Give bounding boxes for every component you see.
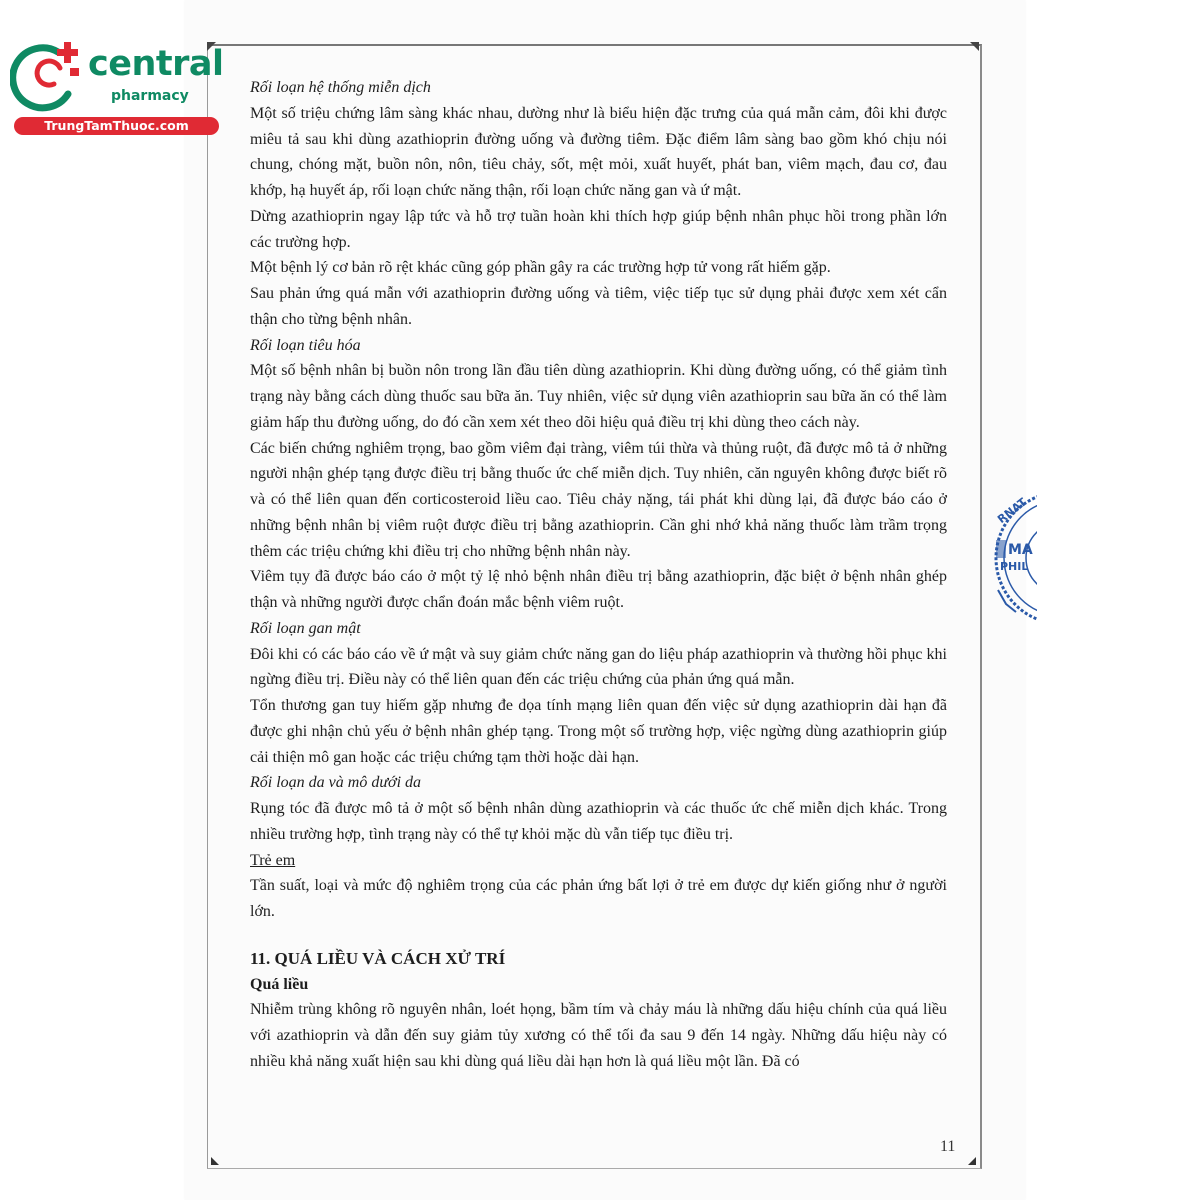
central-pharmacy-logo[interactable] [10,38,224,138]
corner-mark [970,42,979,51]
pharmacy-cross-icon [10,38,90,116]
paragraph: Một số triệu chứng lâm sàng khác nhau, dường như là biểu hiện đặc trưng của quá mẫn cảm, đôi khi được miêu tả sau khi dùng azathioprin đường uống và đường tiêm. Đặc điểm lâm sàng bao gồm khó chịu nói chung, chóng mặt, buồn nôn, nôn, tiêu chảy, sốt, mệt mỏi, xuất huyết, phát ban, viêm mạch, đau cơ, đau khớp, hạ huyết áp, rối loạn chức năng thận, rối loạn chức năng gan và ứ mật. [250,104,947,199]
subheading: Rối loạn gan mật [250,619,361,637]
paragraph: Tần suất, loại và mức độ nghiêm trọng của các phản ứng bất lợi ở trẻ em được dự kiến giống như ở người lớn. [250,877,947,920]
paragraph: Tổn thương gan tuy hiếm gặp nhưng đe dọa tính mạng liên quan đến việc sử dụng azathioprin dài hạn đã được ghi nhận chủ yếu ở bệnh nhân ghép tạng. Trong một số trường hợp, việc ngừng dùng azathioprin giúp cải thiện mô gan hoặc các triệu chứng tạm thời hoặc dài hạn. [250,697,947,766]
paragraph: Viêm tụy đã được báo cáo ở một tỷ lệ nhỏ bệnh nhân điều trị bằng azathioprin, đặc biệt ở bệnh nhân ghép thận và những người được chẩn đoán mắc bệnh viêm ruột. [250,568,947,611]
subheading-underlined: Trẻ em [250,851,296,869]
paragraph: Các biến chứng nghiêm trọng, bao gồm viêm đại tràng, viêm túi thừa và thủng ruột, đã được mô tả ở những người nhận ghép tạng được điều trị bằng thuốc ức chế miễn dịch. Tuy nhiên, căn nguyên không được biết rõ và có thể liên quan đến corticosteroid liều cao. Tiêu chảy nặng, tái phát khi dùng lại, đã được báo cáo ở những bệnh nhân bị viêm ruột được điều trị bằng azathioprin. Cần ghi nhớ khả năng thuốc làm trầm trọng thêm các triệu chứng khi điều trị cho những bệnh nhân này. [250,439,947,560]
page-number: 11 [940,1138,956,1155]
document-content [250,75,947,1075]
bold-subheading: Quá liều [250,975,309,993]
paragraph: Một bệnh lý cơ bản rõ rệt khác cũng góp phần gây ra các trường hợp tử vong rất hiếm gặp. [250,259,831,277]
stamp-seal [992,488,1037,628]
section-heading: 11. QUÁ LIỀU VÀ CÁCH XỬ TRÍ [250,948,506,968]
subheading: Rối loạn tiêu hóa [250,336,361,354]
paragraph: Rụng tóc đã được mô tả ở một số bệnh nhân dùng azathioprin và các thuốc ức chế miễn dịch khác. Trong nhiều trường hợp, tình trạng này có thể tự khỏi mặc dù vẫn tiếp tục điều trị. [250,800,947,843]
paragraph: Nhiễm trùng không rõ nguyên nhân, loét họng, bầm tím và chảy máu là những dấu hiệu chính của quá liều với azathioprin và dẫn đến suy giảm tủy xương có thể tối đa sau 9 đến 14 ngày. Những dấu hiệu này có nhiều khả năng xuất hiện sau khi dùng quá liều dài hạn hơn là quá liều một lần. Đã có [250,1001,947,1070]
paragraph: Một số bệnh nhân bị buồn nôn trong lần đầu tiên dùng azathioprin. Khi dùng đường uống, có thể giảm tình trạng này bằng cách dùng thuốc sau bữa ăn. Tuy nhiên, việc sử dụng viên azathioprin sau bữa ăn có thể làm giảm hấp thu đường uống, do đó cần xem xét theo dõi hiệu quả điều trị khi dùng theo cách này. [250,362,947,431]
paragraph: Sau phản ứng quá mẫn với azathioprin đường uống và tiêm, việc tiếp tục sử dụng phải được xem xét cẩn thận cho từng bệnh nhân. [250,285,947,328]
subheading: Rối loạn da và mô dưới da [250,774,422,792]
corner-mark [211,1157,219,1165]
corner-mark [968,1157,976,1165]
logo-name: central [88,44,224,84]
paragraph: Đôi khi có các báo cáo về ứ mật và suy giảm chức năng gan do liệu pháp azathioprin và thường hồi phục khi ngừng điều trị. Điều này có thể liên quan đến các triệu chứng của phản ứng quá mẫn. [250,645,947,689]
svg-text:PHIL: PHIL [1000,560,1029,573]
logo-subtitle: pharmacy [111,88,189,104]
subheading: Rối loạn hệ thống miễn dịch [250,79,431,96]
svg-text:MA: MA [1008,542,1033,558]
paragraph: Dừng azathioprin ngay lập tức và hỗ trợ tuần hoàn khi thích hợp giúp bệnh nhân phục hồi trong phần lớn các trường hợp. [250,207,947,251]
logo-website-band: TrungTamThuoc.com [14,117,219,135]
svg-text:RNAT: RNAT [995,495,1030,526]
